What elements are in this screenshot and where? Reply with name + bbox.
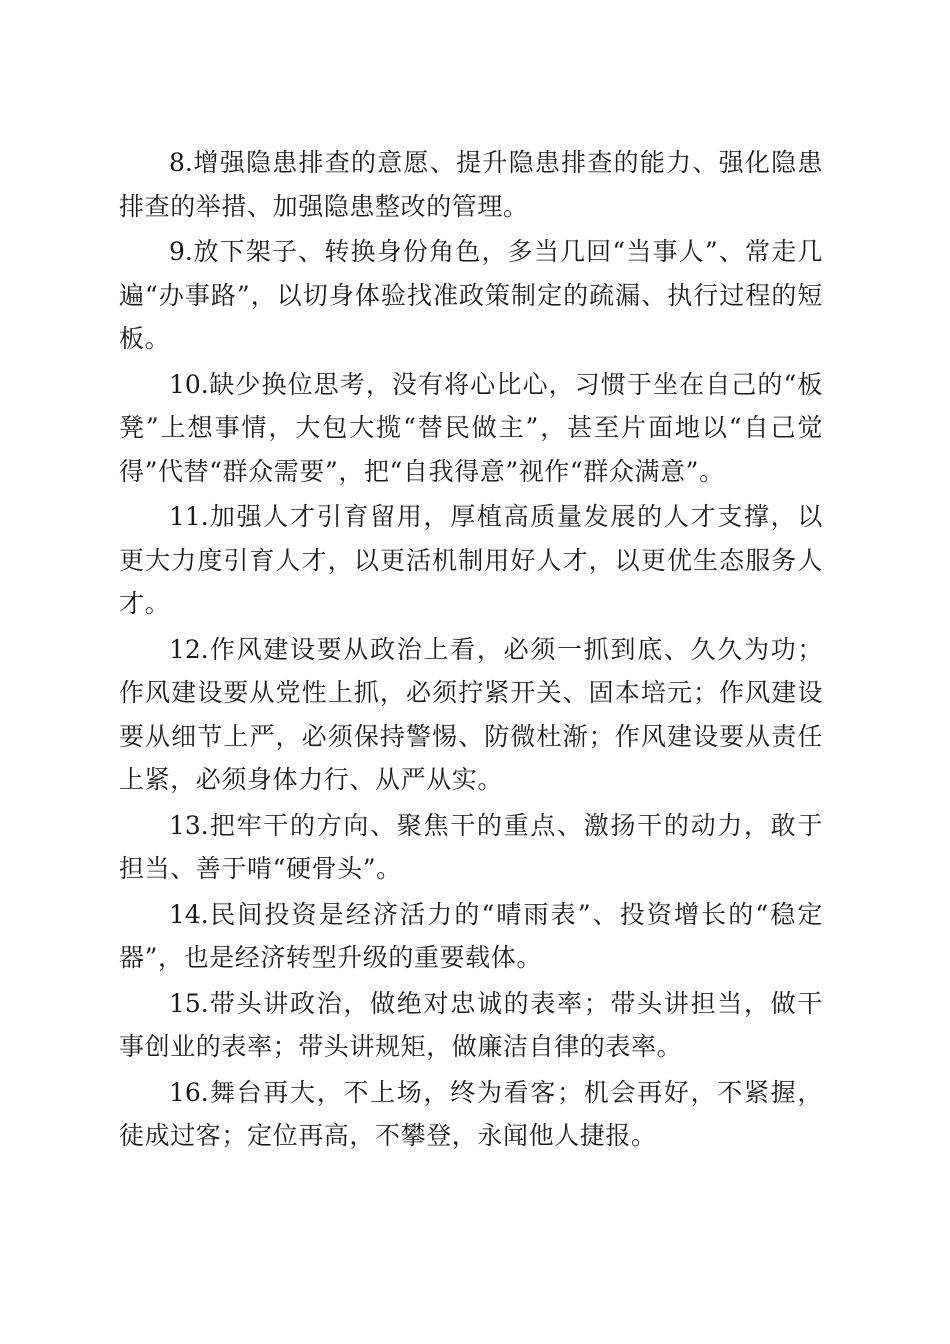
paragraph-number: 12.: [169, 634, 209, 664]
document-body: [119, 141, 823, 1160]
paragraph-text: 带头讲政治，做绝对忠诚的表率；带头讲担当，做干事创业的表率；带头讲规矩，做廉洁自律的表率。: [119, 988, 823, 1061]
paragraph-16: [119, 1071, 823, 1158]
paragraph-number: 15.: [169, 988, 209, 1018]
paragraph-text: 作风建设要从政治上看，必须一抓到底、久久为功；作风建设要从党性上抓，必须拧紧开关、固本培元；作风建设要从细节上严，必须保持警惕、防微杜渐；作风建设要从责任上紧，必须身体力行、从严从实。: [119, 634, 823, 794]
paragraph-15: [119, 982, 823, 1069]
paragraph-11: [119, 495, 823, 626]
paragraph-text: 把牢干的方向、聚焦干的重点、激扬干的动力，敢于担当、善于啃“硬骨头”。: [119, 810, 823, 883]
paragraph-number: 9.: [169, 237, 193, 266]
paragraph-number: 8.: [169, 148, 193, 177]
paragraph-text: 增强隐患排查的意愿、提升隐患排查的能力、强化隐患排查的举措、加强隐患整改的管理。: [119, 148, 823, 221]
paragraph-text: 加强人才引育留用，厚植高质量发展的人才支撑，以更大力度引育人才，以更活机制用好人才，以更优生态服务人才。: [119, 502, 823, 618]
paragraph-text: 舞台再大，不上场，终为看客；机会再好，不紧握，徒成过客；定位再高，不攀登，永闻他人捷报。: [119, 1077, 823, 1150]
paragraph-14: [119, 893, 823, 980]
paragraph-number: 11.: [169, 502, 209, 531]
paragraph-12: [119, 628, 823, 802]
paragraph-8: [119, 141, 823, 228]
paragraph-number: 10.: [169, 369, 209, 399]
paragraph-number: 13.: [169, 810, 209, 840]
paragraph-9: [119, 230, 823, 361]
paragraph-10: [119, 363, 823, 494]
paragraph-number: 14.: [169, 899, 209, 929]
paragraph-text: 缺少换位思考，没有将心比心，习惯于坐在自己的“板凳”上想事情，大包大揽“替民做主”，甚至片面地以“自己觉得”代替“群众需要”，把“自我得意”视作“群众满意”。: [119, 369, 823, 486]
paragraph-text: 放下架子、转换身份角色，多当几回“当事人”、常走几遍“办事路”，以切身体验找准政策制定的疏漏、执行过程的短板。: [119, 237, 823, 353]
paragraph-13: [119, 804, 823, 891]
paragraph-number: 16.: [169, 1077, 209, 1107]
paragraph-text: 民间投资是经济活力的“晴雨表”、投资增长的“稳定器”，也是经济转型升级的重要载体。: [119, 899, 823, 972]
